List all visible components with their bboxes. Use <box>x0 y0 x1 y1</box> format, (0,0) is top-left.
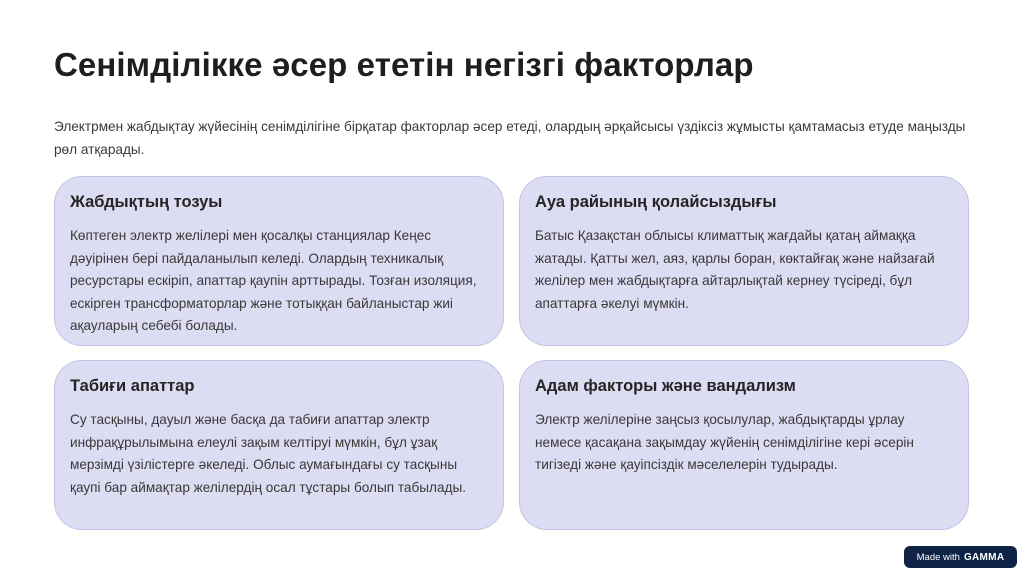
card-text: Су тасқыны, дауыл және басқа да табиғи апаттар электр инфрақұрылымына елеулі зақым келтіруі мүмкін, бұл ұзақ мерзімді үзілістерге әкеледі. Облыс аумағындағы су тасқыны қаупі бар аймақтар желілердің осал тұстары болып табылады. <box>70 412 467 495</box>
factor-card-equipment-wear <box>54 176 504 346</box>
made-with-gamma-badge[interactable] <box>904 546 1017 568</box>
gamma-logo: GAMMA <box>963 551 1005 563</box>
badge-made-with-label: Made with <box>916 551 960 563</box>
slide-intro: Электрмен жабдықтау жүйесінің сенімділігіне бірқатар факторлар әсер етеді, олардың әрқайсысы үздіксіз жұмысты қамтамасыз етуде маңызды рөл атқарады. <box>54 119 966 157</box>
factor-card-natural-disasters <box>54 360 504 530</box>
card-title: Жабдықтың тозуы <box>70 193 223 211</box>
card-title: Табиғи апаттар <box>70 377 195 395</box>
slide-title: Сенімділікке әсер ететін негізгі факторлар <box>54 46 754 83</box>
card-title: Адам факторы және вандализм <box>535 377 796 395</box>
factor-card-human-factor <box>519 360 969 530</box>
card-text: Электр желілеріне заңсыз қосылулар, жабдықтарды ұрлау немесе қасақана зақымдау жүйенің сенімділігіне кері әсерін тигізеді және қауіпсіздік мәселелерін тудырады. <box>535 412 914 473</box>
card-text: Батыс Қазақстан облысы климаттық жағдайы қатаң аймаққа жатады. Қатты жел, аяз, қарлы боран, көктайғақ және найзағай желілер мен жабдықтарға айтарлықтай кернеу түсіреді, бұл апаттарға әкелуі мүмкін. <box>535 228 935 311</box>
factor-card-weather <box>519 176 969 346</box>
card-text: Көптеген электр желілері мен қосалқы станциялар Кеңес дәуірінен бері пайдаланылып келеді. Олардың техникалық ресурстары ескіріп, апаттар қаупін арттырады. Тозған изоляция, ескірген трансформаторлар және тотыққан байланыстар жиі ақауларың себебі болады. <box>70 228 477 334</box>
card-title: Ауа райының қолайсыздығы <box>535 193 777 211</box>
